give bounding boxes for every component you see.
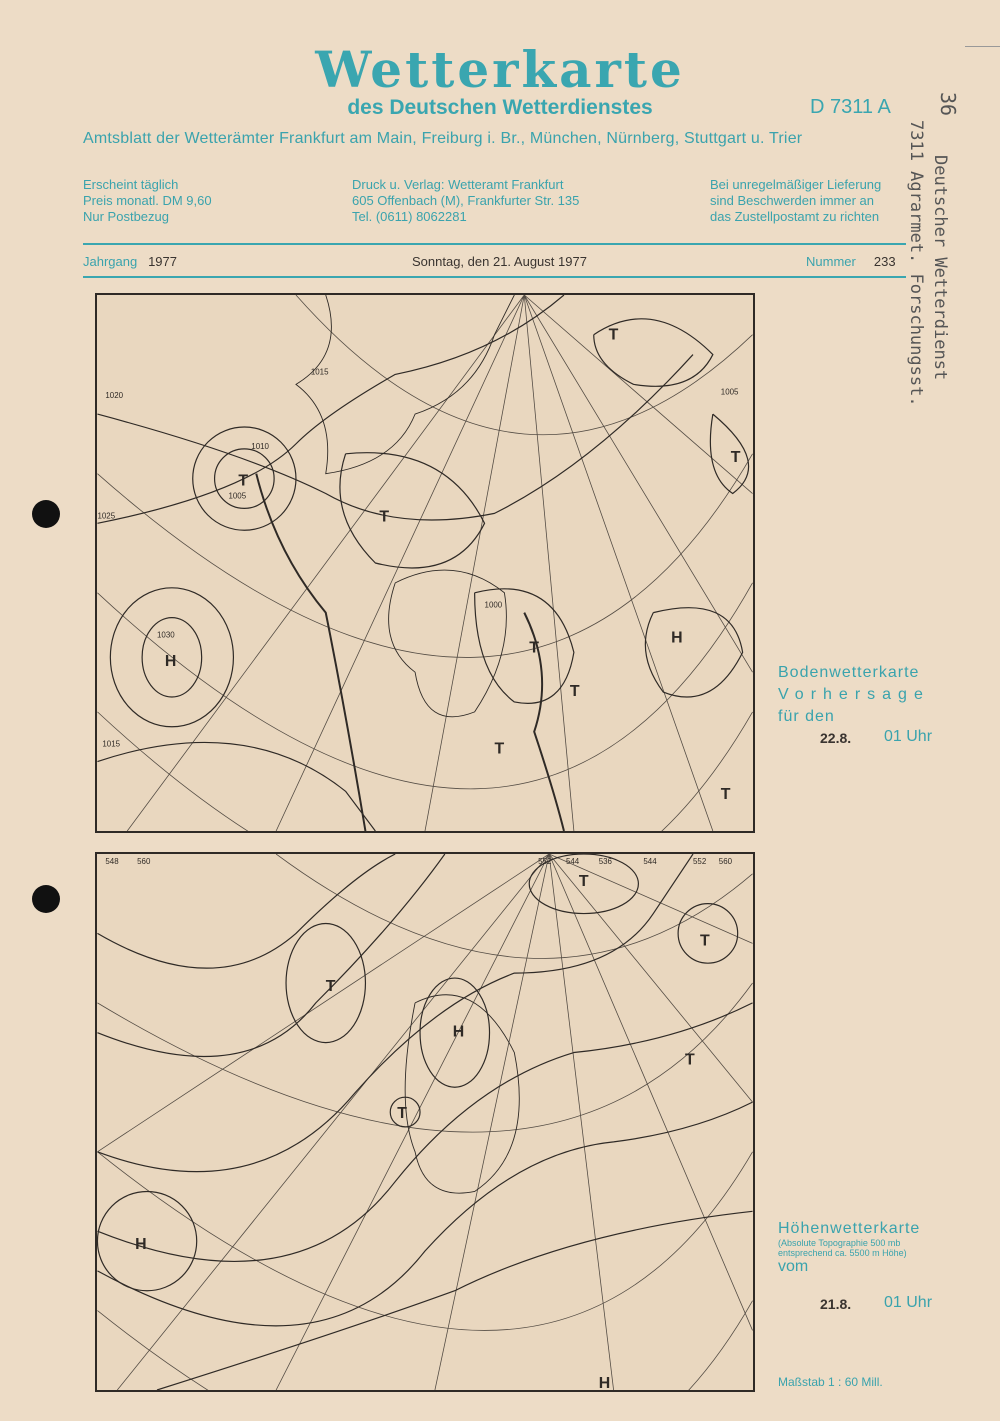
low-marker: T (608, 326, 619, 344)
low-marker: T (494, 740, 505, 758)
newspaper-subtitle: des Deutschen Wetterdienstes (347, 96, 653, 119)
isobar-label: 1005 (720, 387, 739, 397)
jahrgang (83, 254, 177, 269)
isobar-label: 1020 (105, 391, 124, 401)
graticule (97, 295, 752, 831)
divider (83, 243, 906, 245)
stamp-line1: 7311 Agrarmet. Forschungsst. (906, 120, 926, 407)
amtsblatt-line: Amtsblatt der Wetterämter Frankfurt am Main, Freiburg i. Br., München, Nürnberg, Stuttgart u. Trier (83, 130, 803, 147)
low-marker: T (397, 1105, 407, 1123)
contour-label: 544 (565, 856, 580, 866)
map2-title: Höhenwetterkarte (778, 1220, 921, 1237)
low-marker: T (569, 683, 580, 701)
low-marker: T (238, 472, 249, 490)
info-line: Druck u. Verlag: Wetteramt Frankfurt (352, 177, 564, 192)
contour-label: 560 (137, 856, 151, 866)
high-marker: H (452, 1023, 465, 1041)
map1-date: 22.8. (820, 730, 852, 746)
contour-label: 552 (693, 856, 707, 866)
subscription-info (83, 177, 212, 225)
punch-hole (32, 885, 60, 913)
info-line: 605 Offenbach (M), Frankfurter Str. 135 (352, 193, 580, 208)
map1-time: 01 Uhr (884, 728, 933, 745)
isobar-label: 1025 (97, 511, 116, 521)
low-marker: T (325, 977, 336, 995)
issue-date: Sonntag, den 21. August 1977 (412, 254, 587, 269)
map1-caption (778, 662, 930, 728)
publication-code: D 7311 A (810, 96, 891, 118)
nummer (806, 254, 896, 269)
isobar-label: 1030 (157, 630, 175, 640)
newspaper-title: Wetterkarte (315, 40, 685, 99)
contour-label: 536 (598, 856, 612, 866)
low-marker: T (379, 508, 390, 526)
map2-note: entsprechend ca. 5500 m Höhe) (778, 1248, 907, 1258)
contour-label: 544 (643, 856, 657, 866)
map1-prefix: für den (778, 708, 835, 725)
info-line: sind Beschwerden immer an (710, 193, 875, 208)
low-marker: T (685, 1051, 695, 1069)
jahrgang-value: 1977 (148, 254, 177, 269)
surface-weather-map (95, 293, 755, 833)
jahrgang-label: Jahrgang (83, 254, 138, 269)
isobar-label: 1005 (228, 491, 247, 501)
contour-label: 548 (105, 856, 119, 866)
coastline (296, 295, 514, 474)
info-line: das Zustellpostamt zu richten (710, 209, 880, 224)
height-contours (97, 854, 752, 1390)
info-line: Preis monatl. DM 9,60 (83, 193, 212, 208)
low-marker: T (720, 786, 731, 804)
info-line: Erscheint täglich (83, 177, 179, 192)
divider (83, 276, 906, 278)
upper-air-map (95, 852, 755, 1392)
map-scale: Maßstab 1 : 60 Mill. (778, 1375, 883, 1389)
isobar-label: 1015 (310, 367, 329, 377)
nummer-label: Nummer (806, 254, 856, 269)
graticule (97, 854, 752, 1390)
nummer-value: 233 (873, 254, 896, 269)
isobar-label: 1000 (484, 600, 503, 610)
stamp-line2: Deutscher Wetterdienst (930, 155, 950, 381)
stamp-number: 36 (936, 92, 960, 117)
low-marker: T (699, 932, 710, 950)
high-marker: H (135, 1236, 147, 1254)
info-line: Nur Postbezug (83, 209, 169, 224)
map2-caption (778, 1220, 920, 1276)
map2-prefix: vom (778, 1258, 809, 1275)
map2-date: 21.8. (820, 1296, 852, 1312)
info-line: Tel. (0611) 8062281 (352, 209, 467, 224)
high-marker: H (671, 629, 683, 647)
contour-label: 560 (718, 856, 733, 866)
low-marker: T (529, 639, 539, 657)
high-marker: H (598, 1375, 611, 1390)
contour-label: 552 (538, 856, 552, 866)
map1-subtitle: Vorhersage (778, 686, 930, 703)
low-marker: T (578, 872, 589, 890)
map2-time: 01 Uhr (884, 1294, 933, 1311)
isobar-label: 1010 (251, 441, 269, 451)
info-line: Bei unregelmäßiger Lieferung (710, 177, 882, 192)
delivery-info (710, 177, 881, 225)
map2-note: (Absolute Topographie 500 mb (778, 1238, 901, 1248)
coastline (389, 570, 507, 717)
punch-hole (32, 500, 60, 528)
map1-title: Bodenwetterkarte (778, 664, 920, 681)
high-marker: H (164, 653, 177, 671)
publisher-info (352, 177, 579, 225)
low-marker: T (730, 448, 741, 466)
isobar-label: 1015 (102, 739, 121, 749)
isobars (97, 295, 748, 831)
edge-mark (965, 46, 1000, 47)
